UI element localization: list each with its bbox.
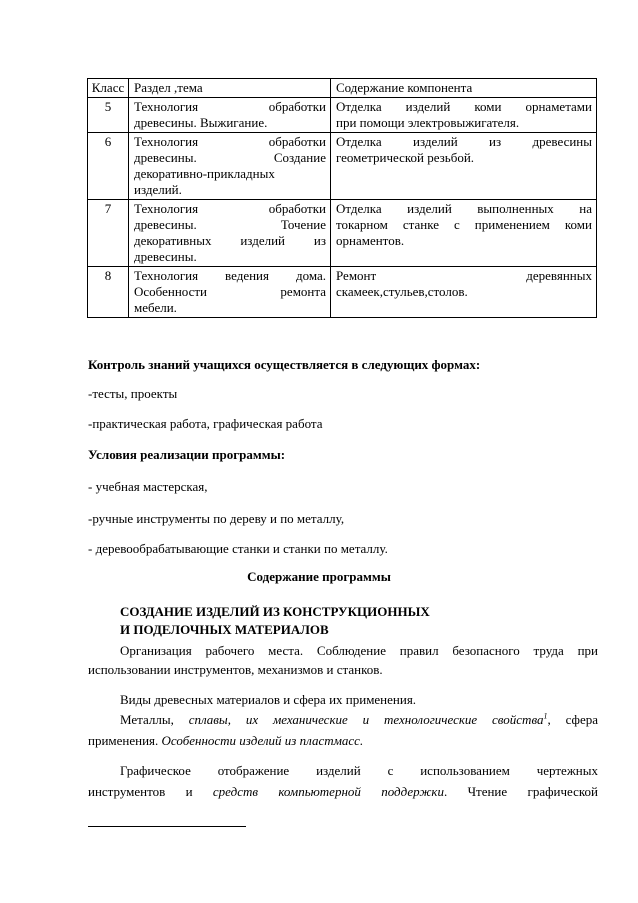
conditions-item: -ручные инструменты по дереву и по металлу, (88, 511, 345, 526)
section-cell (129, 98, 331, 133)
content-line: при помощи электровыжигателя. (336, 115, 520, 130)
control-item: -тесты, проекты (88, 386, 178, 401)
grade-cell: 8 (88, 267, 129, 318)
footnote-mark: 1 (543, 711, 548, 721)
italic-span: средств компьютерной поддержки (212, 784, 444, 799)
section-heading-line: И ПОДЕЛОЧНЫХ МАТЕРИАЛОВ (120, 622, 329, 637)
table-row (88, 200, 597, 267)
section-line: древесины. Создание (134, 150, 326, 165)
section-line: декоративно-прикладных (134, 166, 275, 181)
text-span: Металлы, (120, 712, 174, 727)
section-line: Технология обработки (134, 201, 326, 216)
header-content: Содержание компонента (331, 79, 597, 98)
section-line: древесины. Точение (134, 217, 326, 232)
section-heading-line: СОЗДАНИЕ ИЗДЕЛИЙ ИЗ КОНСТРУКЦИОННЫХ (120, 604, 430, 619)
paragraph-line (88, 733, 598, 749)
content-cell (331, 98, 597, 133)
grade-cell: 7 (88, 200, 129, 267)
content-line: Ремонт деревянных (336, 268, 592, 283)
section-line: Особенности ремонта (134, 284, 326, 299)
content-cell (331, 133, 597, 200)
section-line: древесины. (134, 249, 197, 264)
table-header-row (88, 79, 597, 98)
footnote-separator (88, 826, 246, 827)
paragraph-line: Графическое отображение изделий с использованием чертежных (120, 763, 598, 778)
text-span: . Чтение графической (444, 784, 598, 799)
content-line: Отделка изделий выполненных на (336, 201, 592, 216)
section-line: декоративных изделий из (134, 233, 326, 248)
section-line: Технология обработки (134, 99, 326, 114)
control-item: -практическая работа, графическая работа (88, 416, 323, 431)
text-span: инструментов и (88, 784, 193, 799)
section-cell (129, 267, 331, 318)
table-row (88, 98, 597, 133)
text-span: , сфера (547, 712, 598, 727)
section-line: изделий. (134, 182, 182, 197)
content-line: Отделка изделий коми орнаметами (336, 99, 592, 114)
table-row (88, 267, 597, 318)
italic-span: Особенности изделий из пластмасс. (161, 733, 364, 748)
control-heading: Контроль знаний учащихся осуществляется в следующих формах: (88, 357, 481, 372)
content-line: скамеек,стульев,столов. (336, 284, 468, 299)
section-line: Технология обработки (134, 134, 326, 149)
paragraph-line: использовании инструментов, механизмов и станков. (88, 662, 383, 677)
section-line: древесины. Выжигание. (134, 115, 268, 130)
content-line: токарном станке с применением коми (336, 217, 592, 232)
section-line: мебели. (134, 300, 177, 315)
conditions-heading: Условия реализации программы: (88, 447, 286, 462)
italic-span (189, 712, 548, 727)
curriculum-table (87, 78, 597, 318)
content-line: геометрической резьбой. (336, 150, 475, 165)
content-cell (331, 200, 597, 267)
section-line: Технология ведения дома. (134, 268, 326, 283)
header-grade: Класс (88, 79, 129, 98)
conditions-item: - учебная мастерская, (88, 479, 208, 494)
content-line: орнаментов. (336, 233, 405, 248)
paragraph-line (88, 784, 598, 800)
grade-cell: 5 (88, 98, 129, 133)
conditions-item: - деревообрабатывающие станки и станки по металлу. (88, 541, 388, 556)
paragraph-line: Виды древесных материалов и сфера их применения. (120, 692, 417, 707)
table-row (88, 133, 597, 200)
paragraph-line: Организация рабочего места. Соблюдение правил безопасного труда при (120, 643, 598, 658)
paragraph-line (120, 712, 598, 728)
content-cell (331, 267, 597, 318)
section-cell (129, 133, 331, 200)
text-span: применения. (88, 733, 159, 748)
text-span: сплавы, их механические и технологические свойства (188, 712, 544, 727)
program-title: Содержание программы (247, 569, 391, 584)
content-line: Отделка изделий из древесины (336, 134, 592, 149)
header-section: Раздел ,тема (129, 79, 331, 98)
section-cell (129, 200, 331, 267)
grade-cell: 6 (88, 133, 129, 200)
